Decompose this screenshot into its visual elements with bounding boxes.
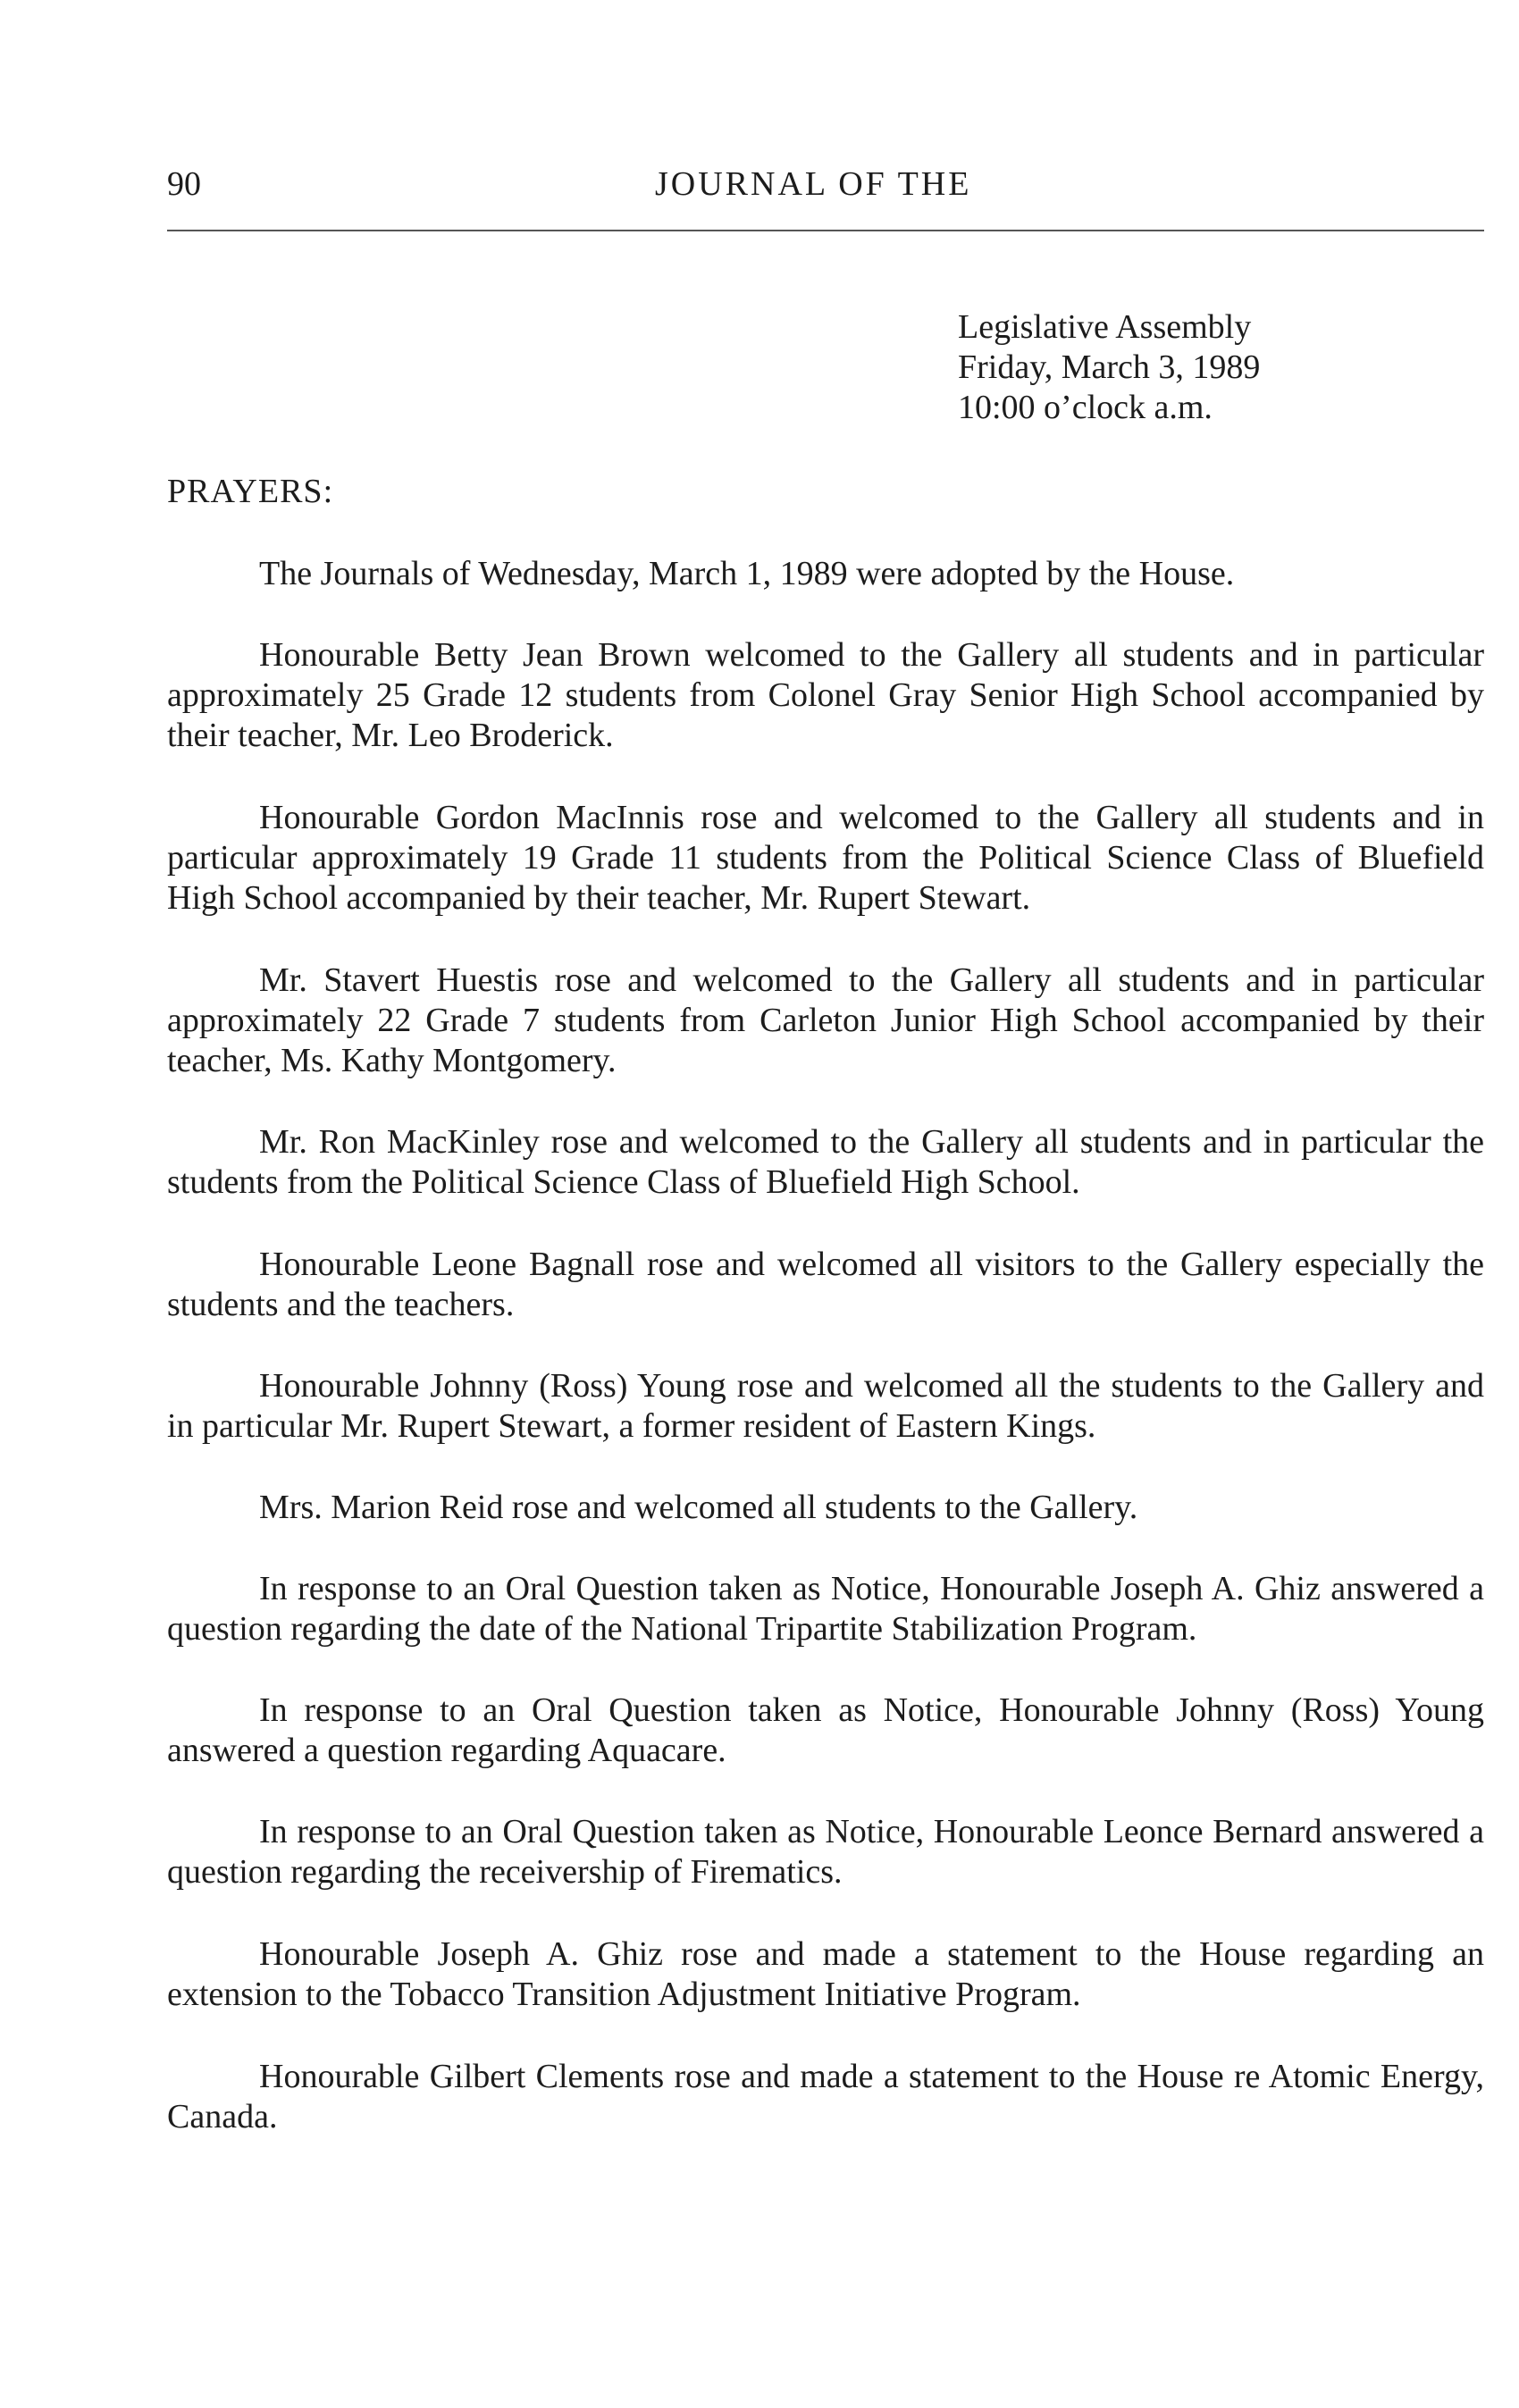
prayers-heading: PRAYERS: bbox=[167, 473, 334, 510]
running-title: JOURNAL OF THE bbox=[655, 165, 972, 203]
sitting-info bbox=[958, 307, 1260, 428]
header-divider bbox=[167, 230, 1484, 231]
page-header bbox=[167, 159, 1484, 209]
paragraph-welcome-reid: Mrs. Marion Reid rose and welcomed all students to the Gallery. bbox=[259, 1489, 1138, 1526]
paragraph-welcome-macinnis: Honourable Gordon MacInnis rose and welcomed to the Gallery all students and in particular approximately 19 Grade 11 students from the Political Science Class of Bluefield High School accompanied by their teacher, Mr. Rupert Stewart. bbox=[167, 799, 1484, 917]
paragraph-statement-ghiz: Honourable Joseph A. Ghiz rose and made a statement to the House regarding an extension to the Tobacco Transition Adjustment Initiative Program. bbox=[167, 1935, 1484, 2013]
paragraph-journals-adopted: The Journals of Wednesday, March 1, 1989 were adopted by the House. bbox=[259, 555, 1235, 592]
paragraph-welcome-young: Honourable Johnny (Ross) Young rose and welcomed all the students to the Gallery and in particular Mr. Rupert Stewart, a former resident of Eastern Kings. bbox=[167, 1367, 1484, 1445]
paragraph-response-young: In response to an Oral Question taken as Notice, Honourable Johnny (Ross) Young answered a question regarding Aquacare. bbox=[167, 1691, 1484, 1769]
sitting-date: Friday, March 3, 1989 bbox=[958, 348, 1261, 386]
paragraph-response-bernard: In response to an Oral Question taken as Notice, Honourable Leonce Bernard answered a question regarding the receivership of Firematics. bbox=[167, 1813, 1484, 1891]
journal-body bbox=[167, 554, 1484, 2137]
paragraph-welcome-huestis: Mr. Stavert Huestis rose and welcomed to the Gallery all students and in particular approximately 22 Grade 7 students from Carleton Junior High School accompanied by their teacher, Ms. Kathy Montgomery. bbox=[167, 961, 1484, 1079]
paragraph-statement-clements: Honourable Gilbert Clements rose and made a statement to the House re Atomic Energy, Canada. bbox=[167, 2058, 1484, 2135]
assembly-name: Legislative Assembly bbox=[958, 308, 1252, 346]
paragraph-welcome-mackinley: Mr. Ron MacKinley rose and welcomed to the Gallery all students and in particular the students from the Political Science Class of Bluefield High School. bbox=[167, 1123, 1484, 1201]
paragraph-welcome-bagnall: Honourable Leone Bagnall rose and welcomed all visitors to the Gallery especially the students and the teachers. bbox=[167, 1246, 1484, 1323]
page-number: 90 bbox=[167, 165, 201, 203]
paragraph-welcome-brown: Honourable Betty Jean Brown welcomed to the Gallery all students and in particular approximately 25 Grade 12 students from Colonel Gray Senior High School accompanied by their teacher, Mr. Leo Broderick. bbox=[167, 636, 1484, 754]
paragraph-response-ghiz: In response to an Oral Question taken as Notice, Honourable Joseph A. Ghiz answered a question regarding the date of the National Tripartite Stabilization Program. bbox=[167, 1570, 1484, 1648]
sitting-time: 10:00 o’clock a.m. bbox=[958, 389, 1213, 426]
